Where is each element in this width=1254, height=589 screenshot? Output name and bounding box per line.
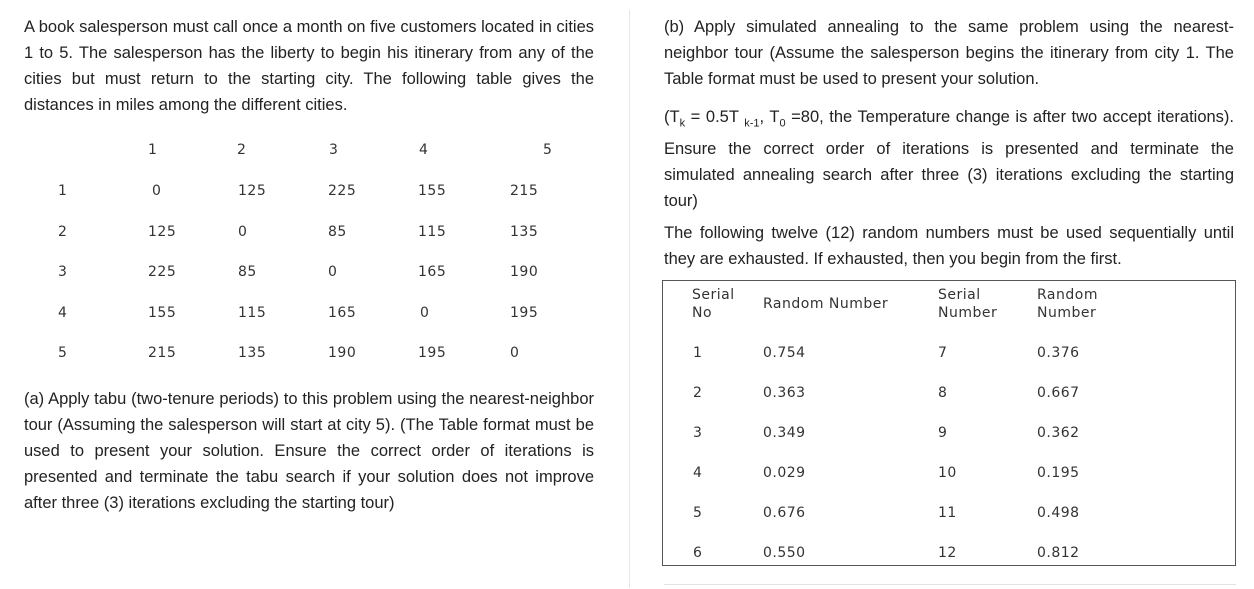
- table-cell: 115: [238, 305, 267, 321]
- table-cell: 215: [148, 345, 177, 361]
- random-cell: 0.667: [1037, 385, 1080, 401]
- random-cell: 0.029: [763, 465, 806, 481]
- row-header: 4: [58, 305, 68, 321]
- table-cell: 155: [148, 305, 177, 321]
- part-b-parameters: ($T_k = 0.5T$ $_{k-1}$, $T_0 =80$, the Temperature change is after two accept iterations). Ensure the correct order of iterations is presented and terminate the simulated annealing search after three (3) iterations excluding the starting tour): [664, 108, 1235, 211]
- random-cell: 0.363: [763, 385, 806, 401]
- table-cell: 0: [238, 224, 248, 240]
- table-cell: 85: [238, 264, 257, 280]
- serial-cell: 12: [938, 545, 957, 561]
- param-rest: =80, the Temperature change is after two accept iterations). Ensure the correct order of iterations is presented and terminate the simulated annealing search after three (3) iterations excluding the starting tour): [664, 108, 1235, 211]
- serial-cell: 4: [693, 465, 703, 481]
- row-header: 5: [58, 345, 68, 361]
- serial-cell: 7: [938, 345, 948, 361]
- param-sub-0: 0: [779, 117, 786, 130]
- problem-intro: A book salesperson must call once a month on five customers located in cities 1 to 5. The salesperson has the liberty to begin his itinerary from any of the cities but must return to the starting city. The following table gives the distances in miles among the different cities.: [24, 18, 594, 114]
- header-random-number: Random Number: [763, 296, 889, 312]
- part-b-question: (b) Apply simulated annealing to the same problem using the nearest-neighbor tour (Assume the salesperson begins the itinerary from city 1. The Table format must be used to present your solution.: [664, 18, 1234, 88]
- table-cell: 0: [420, 305, 430, 321]
- serial-cell: 8: [938, 385, 948, 401]
- header-random: Random: [1037, 287, 1098, 303]
- col-header: 3: [329, 142, 339, 158]
- random-number-table: [662, 280, 1236, 566]
- serial-cell: 2: [693, 385, 703, 401]
- table-cell: 0: [328, 264, 338, 280]
- part-a-question: (a) Apply tabu (two-tenure periods) to this problem using the nearest-neighbor tour (Assuming the salesperson will start at city 5). (The Table format must be used to present your solution. Ensure the correct order of iterations is presented and terminate the tabu search if your solution does not improve after three (3) iterations excluding the starting tour): [24, 390, 594, 512]
- serial-cell: 1: [693, 345, 703, 361]
- header-serial-number: Number: [938, 305, 998, 321]
- serial-cell: 6: [693, 545, 703, 561]
- col-header: 5: [543, 142, 553, 158]
- table-cell: 85: [328, 224, 347, 240]
- random-cell: 0.812: [1037, 545, 1080, 561]
- random-cell: 0.754: [763, 345, 806, 361]
- row-header: 3: [58, 264, 68, 280]
- table-cell: 215: [510, 183, 539, 199]
- header-random: Number: [1037, 305, 1097, 321]
- header-serial-no: Serial: [692, 287, 735, 303]
- table-cell: 135: [238, 345, 267, 361]
- row-header: 2: [58, 224, 68, 240]
- column-divider: [629, 10, 630, 588]
- table-cell: 225: [148, 264, 177, 280]
- random-cell: 0.676: [763, 505, 806, 521]
- table-cell: 165: [418, 264, 447, 280]
- param-t: T: [669, 108, 680, 126]
- table-cell: 0: [152, 183, 162, 199]
- table-cell: 225: [328, 183, 357, 199]
- col-header: 4: [419, 142, 429, 158]
- param-eq: = 0.5T: [685, 108, 745, 126]
- random-cell: 0.376: [1037, 345, 1080, 361]
- table-cell: 195: [510, 305, 539, 321]
- table-cell: 155: [418, 183, 447, 199]
- table-cell: 0: [510, 345, 520, 361]
- random-cell: 0.550: [763, 545, 806, 561]
- row-header: 1: [58, 183, 68, 199]
- serial-cell: 10: [938, 465, 957, 481]
- table-cell: 115: [418, 224, 447, 240]
- random-numbers-intro: The following twelve (12) random numbers must be used sequentially until they are exhausted. If exhausted, then you begin from the first.: [664, 224, 1234, 268]
- random-cell: 0.195: [1037, 465, 1080, 481]
- col-header: 2: [237, 142, 247, 158]
- serial-cell: 3: [693, 425, 703, 441]
- serial-cell: 5: [693, 505, 703, 521]
- random-cell: 0.498: [1037, 505, 1080, 521]
- col-header: 1: [148, 142, 158, 158]
- param-sub-k: k: [679, 117, 686, 130]
- table-cell: 125: [148, 224, 177, 240]
- table-cell: 190: [328, 345, 357, 361]
- table-cell: 190: [510, 264, 539, 280]
- header-serial-number: Serial: [938, 287, 981, 303]
- bottom-divider: [664, 584, 1236, 585]
- table-cell: 135: [510, 224, 539, 240]
- param-sub-k1: k-1: [744, 117, 760, 130]
- serial-cell: 11: [938, 505, 957, 521]
- serial-cell: 9: [938, 425, 948, 441]
- table-cell: 125: [238, 183, 267, 199]
- table-cell: 165: [328, 305, 357, 321]
- table-cell: 195: [418, 345, 447, 361]
- param-comma: , T: [759, 108, 780, 126]
- header-serial-no: No: [692, 305, 713, 321]
- random-cell: 0.349: [763, 425, 806, 441]
- random-cell: 0.362: [1037, 425, 1080, 441]
